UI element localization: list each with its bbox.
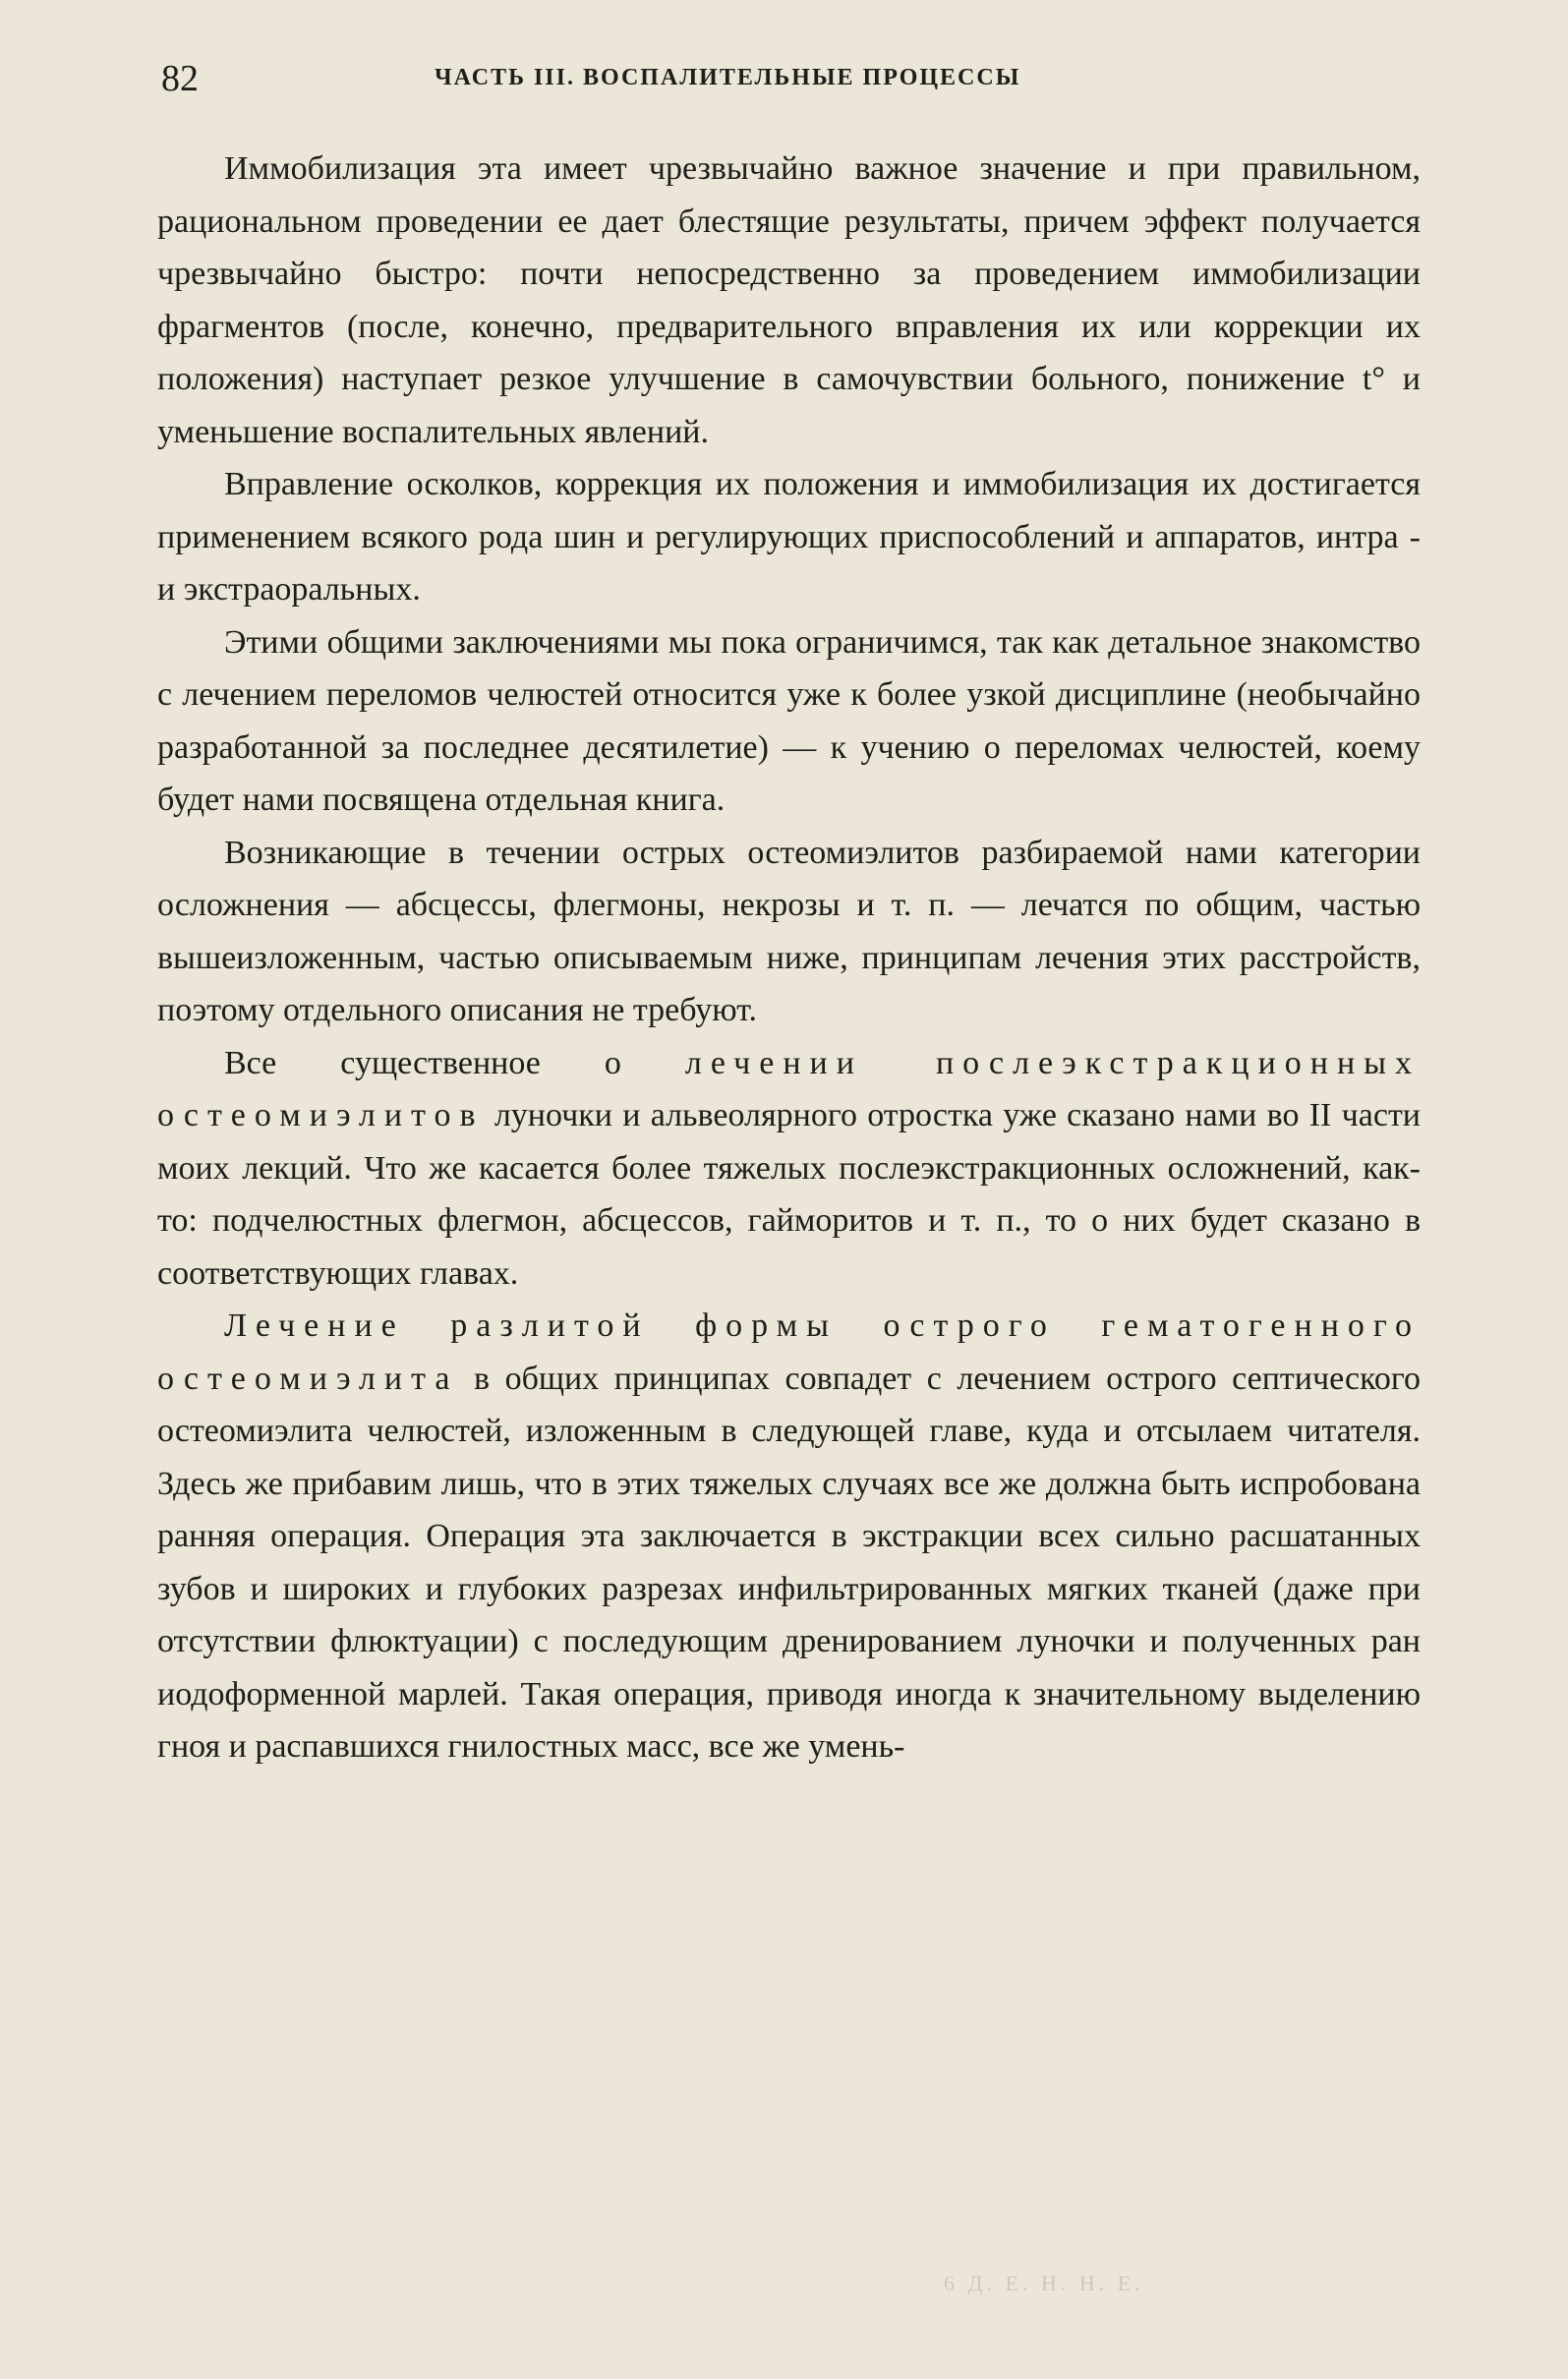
paragraph-text: Возникающие в течении острых остеомиэлитов разбираемой нами категории осложнения — абсцессы, флегмоны, некрозы и т. п. — лечатся по общим, частью вышеизложенным, частью описываемым ниже, принципам лечения этих расстройств, поэтому отдельного описания не требуют.: [157, 834, 1421, 1028]
paragraph-postextraction: [157, 1037, 1421, 1301]
running-title: ЧАСТЬ III. ВОСПАЛИТЕЛЬНЫЕ ПРОЦЕССЫ: [435, 65, 1021, 90]
paragraph-text: Иммобилизация эта имеет чрезвычайно важное значение и при правильном, рациональном проведении ее дает блестящие результаты, причем эффект получается чрезвычайно быстро: почти непосредственно за проведением иммобилизации фрагментов (после, конечно, предварительного вправления их или коррекции их положения) наступает резкое улучшение в самочувствии больного, понижение t° и уменьшение воспалительных явлений.: [157, 150, 1421, 450]
paragraph-text-post: луночки и альвеолярного отростка уже сказано нами во II части моих лекций. Что же касается более тяжелых послеэкстракционных осложнений, как-то: подчелюстных флегмон, абсцессов, гайморитов и т. п., то о них будет сказано в соответствующих главах.: [157, 1097, 1421, 1292]
body-text: [157, 143, 1421, 1773]
paragraph-text-post: в общих принципах совпадет с лечением острого септического остеомиэлита челюстей, изложенным в следующей главе, куда и отсылаем читателя. Здесь же прибавим лишь, что в этих тяжелых случаях все же должна быть испробована ранняя операция. Операция эта заключается в экстракции всех сильно расшатанных зубов и широких и глубоких разрезах инфильтрированных мягких тканей (даже при отсутствии флюктуации) с последующим дренированием луночки и полученных ран иодоформенной марлей. Такая операция, приводя иногда к значительному выделению гноя и распавшихся гнилостных масс, все же умень-: [157, 1360, 1421, 1765]
paragraph-text: Этими общими заключениями мы пока ограничимся, так как детальное знакомство с лечением переломов челюстей относится уже к более узкой дисциплине (необычайно разработанной за последнее десятилетие) — к учению о переломах челюстей, коему будет нами посвящена отдельная книга.: [157, 623, 1421, 818]
paragraph-text: Вправление осколков, коррекция их положения и иммобилизация их достигается применением всякого рода шин и регулирующих приспособлений и аппаратов, интра - и экстраоральных.: [157, 466, 1421, 608]
paragraph-reduction: [157, 458, 1421, 616]
page-header: [157, 57, 1416, 106]
paragraph-immobilization: [157, 143, 1421, 458]
paragraph-text-pre: Все существенное о: [224, 1044, 685, 1081]
spaced-emphasis: Лечение разлитой формы острого гематогенного остеомиэлита: [157, 1307, 1421, 1397]
page-number: 82: [161, 58, 199, 99]
paragraph-hematogenous: [157, 1300, 1421, 1773]
paragraph-conclusions: [157, 616, 1421, 827]
spaced-emphasis: лечении послеэкстракционных остеомиэлитов: [157, 1044, 1421, 1133]
paragraph-complications: [157, 827, 1421, 1037]
printer-signature: 6 Д. Е. Н. Н. Е.: [944, 2271, 1144, 2295]
